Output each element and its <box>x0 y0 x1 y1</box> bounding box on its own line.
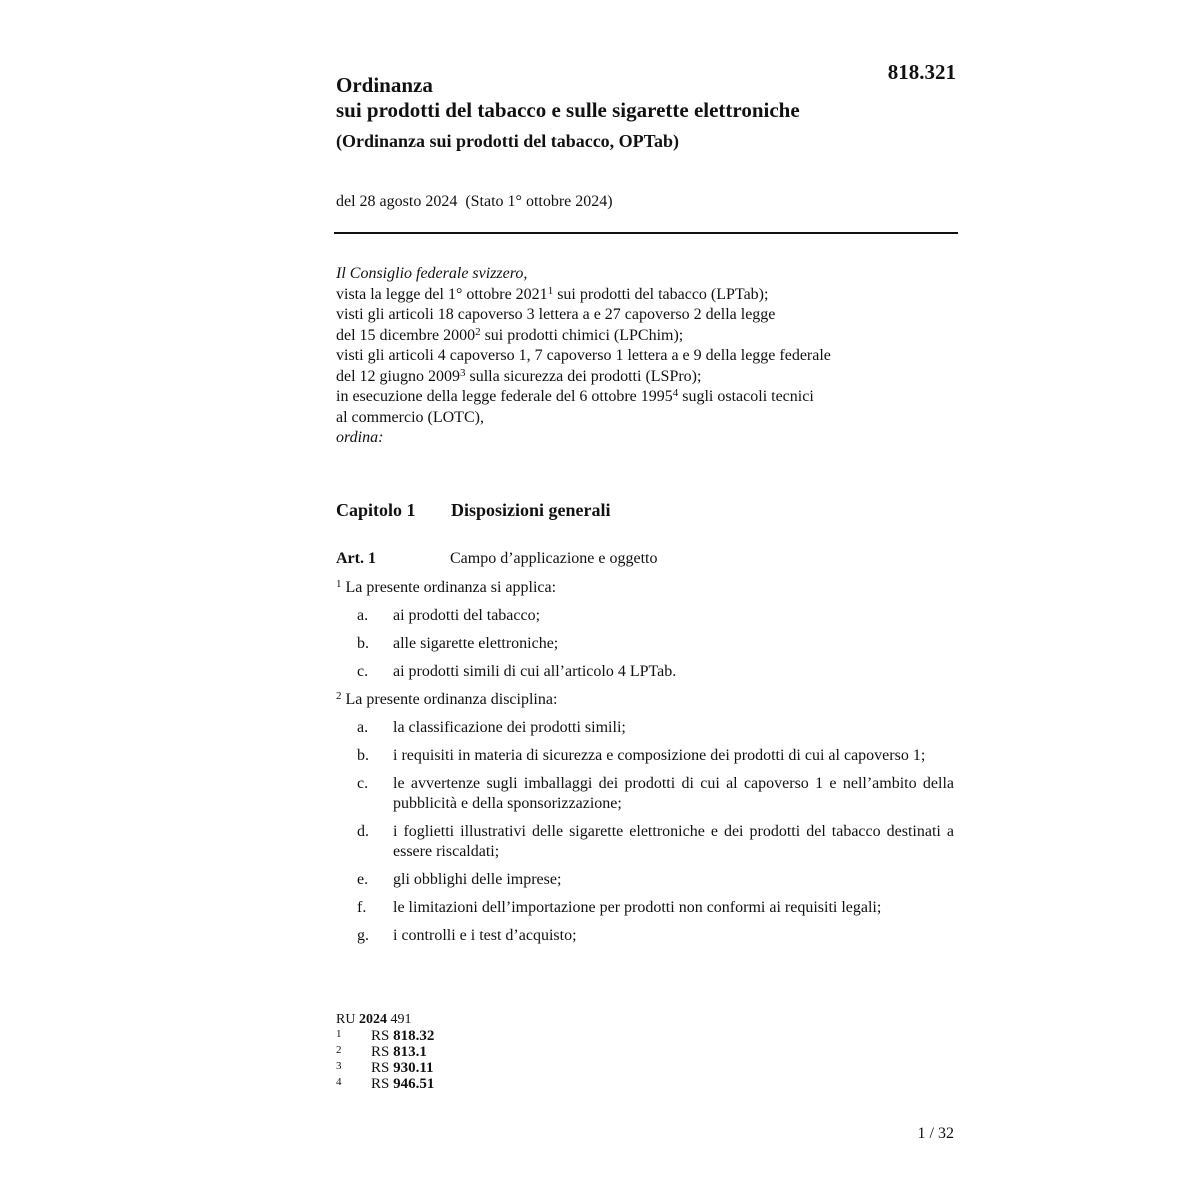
preamble-line: del 12 giugno 2009$^3$ sulla sicurezza dei prodotti (LSPro); <box>336 366 702 385</box>
header-divider <box>334 232 958 234</box>
footnote-number: 3 <box>336 1060 342 1072</box>
title-line-1: Ordinanza <box>336 73 433 97</box>
preamble-line: visti gli articoli 4 capoverso 1, 7 capoverso 1 lettera a e 9 della legge federale <box>336 347 831 364</box>
list-item-text: ai prodotti del tabacco; <box>393 607 541 624</box>
document-number: 818.321 <box>887 60 956 84</box>
footnote-reference: RS 930.11 <box>371 1060 434 1076</box>
footnote-reference: RS 946.51 <box>371 1076 435 1092</box>
footer <box>336 1011 434 1092</box>
footnote-reference: RS 818.32 <box>371 1028 435 1044</box>
footnote-number: 4 <box>336 1076 342 1088</box>
list-item-text: le avvertenze sugli imballaggi dei prodotti di cui al capoverso 1 e nell’ambito della pubblicità e della sponsorizzazione; <box>393 775 954 812</box>
preamble-line: del 15 dicembre 2000$^2$ sui prodotti chimici (LPChim); <box>336 325 684 344</box>
document-page <box>336 0 956 1200</box>
list-item-letter: c. <box>357 663 369 680</box>
preamble-line: vista la legge del 1° ottobre 2021$^1$ sui prodotti del tabacco (LPTab); <box>336 284 769 303</box>
article-body <box>336 578 954 954</box>
list-item-text: le limitazioni dell’importazione per prodotti non conformi ai requisiti legali; <box>393 899 882 916</box>
article-label: Art. 1 <box>336 550 376 567</box>
ru-reference: RU 2024 491 <box>336 1012 412 1027</box>
paragraph-1-list <box>336 606 954 682</box>
title-short-name: (Ordinanza sui prodotti del tabacco, OPTab) <box>336 131 680 151</box>
document-title <box>336 73 800 154</box>
list-item <box>336 774 954 814</box>
list-item <box>336 926 954 946</box>
footnote-ref[interactable]: 3 <box>460 366 466 379</box>
list-item-letter: b. <box>357 635 369 652</box>
footnote-ref[interactable]: 1 <box>547 284 554 297</box>
list-item <box>336 718 954 738</box>
paragraph-2-list <box>336 718 954 946</box>
chapter-label: Capitolo 1 <box>336 500 416 520</box>
preamble-line: al commercio (LOTC), <box>336 408 484 426</box>
list-item-letter: a. <box>357 719 369 736</box>
footnote-number: 2 <box>336 1044 342 1056</box>
footnote-number: 1 <box>336 1028 342 1040</box>
list-item-letter: g. <box>357 927 369 944</box>
list-item-text: i foglietti illustrativi delle sigarette elettroniche e dei prodotti del tabacco destinati a essere riscaldati; <box>393 823 954 860</box>
list-item-text: gli obblighi delle imprese; <box>393 871 562 888</box>
list-item-letter: e. <box>357 871 369 888</box>
list-item <box>336 662 954 682</box>
footnote <box>336 1060 434 1076</box>
list-item <box>336 606 954 626</box>
page-number: 1 / 32 <box>917 1125 954 1142</box>
document-date: del 28 agosto 2024 (Stato 1° ottobre 2024) <box>336 193 613 210</box>
list-item-letter: b. <box>357 747 369 764</box>
article-heading <box>336 550 657 568</box>
title-line-2: sui prodotti del tabacco e sulle sigarette elettroniche <box>336 98 800 122</box>
footnote <box>336 1076 434 1092</box>
list-item-text: ai prodotti simili di cui all’articolo 4 LPTab. <box>393 663 677 680</box>
list-item-text: i controlli e i test d’acquisto; <box>393 927 577 944</box>
list-item <box>336 822 954 862</box>
preamble-intro: Il Consiglio federale svizzero, <box>336 265 528 282</box>
list-item <box>336 746 954 766</box>
list-item-text: i requisiti in materia di sicurezza e composizione dei prodotti di cui al capoverso 1; <box>393 747 926 764</box>
list-item-letter: f. <box>357 899 367 916</box>
preamble-line: visti gli articoli 18 capoverso 3 lettera a e 27 capoverso 2 della legge <box>336 306 776 323</box>
footnote <box>336 1044 434 1060</box>
footnote-ref[interactable]: 4 <box>672 387 679 399</box>
footnotes <box>336 1028 434 1092</box>
list-item-letter: c. <box>357 775 369 792</box>
chapter-heading <box>336 500 611 521</box>
paragraph-1: $^1$ La presente ordinanza si applica: <box>336 578 557 596</box>
footnote-ref[interactable]: 2 <box>475 325 481 338</box>
list-item-letter: d. <box>357 823 369 840</box>
preamble-line: in esecuzione della legge federale del 6 ottobre 1995$^4$ sugli ostacoli tecnici <box>336 387 814 405</box>
chapter-title: Disposizioni generali <box>451 500 611 520</box>
preamble <box>336 264 831 449</box>
list-item <box>336 870 954 890</box>
paragraph-2: $^2$ La presente ordinanza disciplina: <box>336 690 558 708</box>
list-item-letter: a. <box>357 607 369 624</box>
list-item <box>336 898 954 918</box>
article-title: Campo d’applicazione e oggetto <box>450 550 658 567</box>
list-item-text: la classificazione dei prodotti simili; <box>393 719 626 736</box>
footnote-reference: RS 813.1 <box>371 1044 427 1060</box>
footnote <box>336 1028 434 1044</box>
preamble-ordina: ordina: <box>336 429 384 446</box>
list-item <box>336 634 954 654</box>
list-item-text: alle sigarette elettroniche; <box>393 635 559 652</box>
